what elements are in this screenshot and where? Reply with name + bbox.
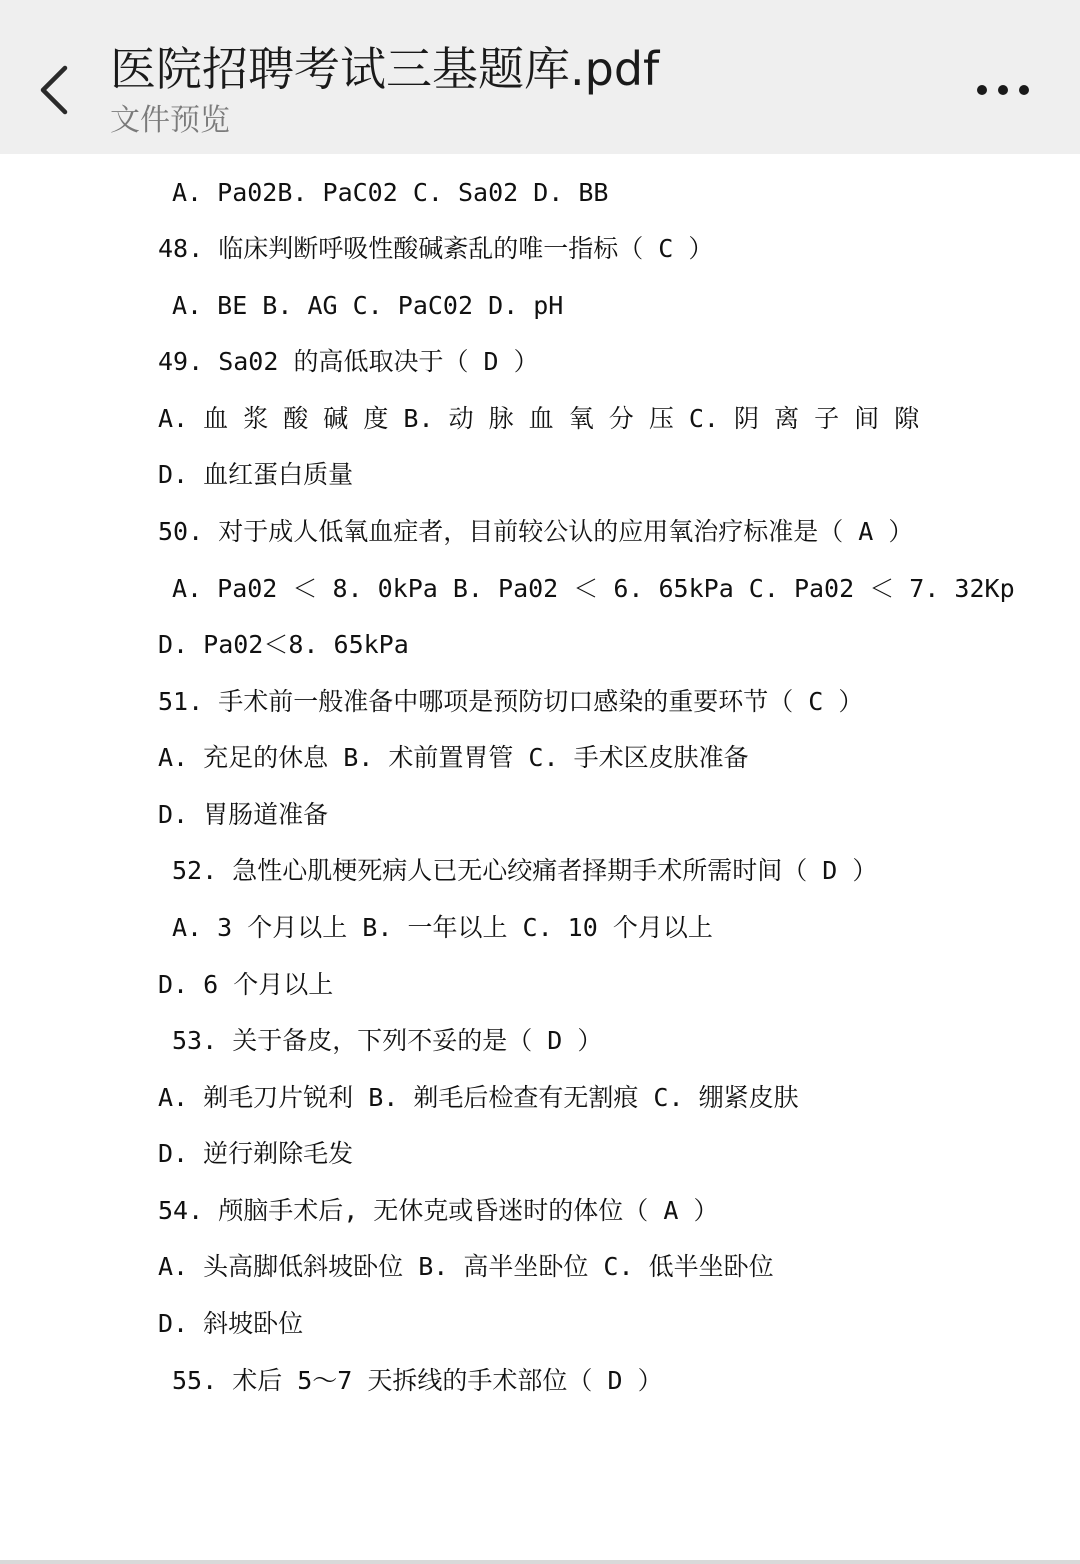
bottom-divider xyxy=(0,1560,1080,1564)
answer-options-50: A. Pa02 ＜ 8. 0kPa B. Pa02 ＜ 6. 65kPa C. Pa02 ＜ 7. 32Kp xyxy=(172,574,1015,603)
question-52: 52. 急性心肌梗死病人已无心绞痛者择期手术所需时间（ D ） xyxy=(172,856,878,885)
question-51: 51. 手术前一般准备中哪项是预防切口感染的重要环节（ C ） xyxy=(158,687,864,716)
answer-options-49-d: D. 血红蛋白质量 xyxy=(158,460,354,489)
answer-options-47: A. Pa02B. PaC02 C. Sa02 D. BB xyxy=(172,178,609,207)
question-53: 53. 关于备皮，下列不妥的是（ D ） xyxy=(172,1026,603,1055)
answer-options-53-d: D. 逆行剃除毛发 xyxy=(158,1139,354,1168)
pdf-page[interactable] xyxy=(0,154,1080,1560)
answer-options-51: A. 充足的休息 B. 术前置胃管 C. 手术区皮肤准备 xyxy=(158,743,749,772)
chevron-left-icon xyxy=(37,64,71,116)
more-button[interactable] xyxy=(966,66,1040,114)
answer-options-51-d: D. 胃肠道准备 xyxy=(158,800,329,829)
top-bar xyxy=(0,0,1080,154)
answer-options-49: A. 血 浆 酸 碱 度 B. 动 脉 血 氧 分 压 C. 阴 离 子 间 隙 xyxy=(158,404,920,433)
answer-options-50-d: D. Pa02＜8. 65kPa xyxy=(158,630,409,659)
answer-options-53: A. 剃毛刀片锐利 B. 剃毛后检查有无割痕 C. 绷紧皮肤 xyxy=(158,1083,799,1112)
back-button[interactable] xyxy=(24,52,84,128)
question-50: 50. 对于成人低氧血症者，目前较公认的应用氧治疗标准是（ A ） xyxy=(158,517,914,546)
answer-options-48: A. BE B. AG C. PaC02 D. pH xyxy=(172,291,564,320)
answer-options-54: A. 头高脚低斜坡卧位 B. 高半坐卧位 C. 低半坐卧位 xyxy=(158,1252,774,1281)
answer-options-52: A. 3 个月以上 B. 一年以上 C. 10 个月以上 xyxy=(172,913,713,942)
question-49: 49. Sa02 的高低取决于（ D ） xyxy=(158,347,539,376)
question-54: 54. 颅脑手术后, 无休克或昏迷时的体位（ A ） xyxy=(158,1196,719,1225)
file-title: 医院招聘考试三基题库.pdf xyxy=(110,42,660,96)
more-horizontal-icon xyxy=(976,84,1030,96)
answer-options-52-d: D. 6 个月以上 xyxy=(158,970,334,999)
question-55: 55. 术后 5～7 天拆线的手术部位（ D ） xyxy=(172,1366,663,1395)
question-48: 48. 临床判断呼吸性酸碱紊乱的唯一指标（ C ） xyxy=(158,234,714,263)
answer-options-54-d: D. 斜坡卧位 xyxy=(158,1309,304,1338)
file-subtitle: 文件预览 xyxy=(110,103,230,138)
